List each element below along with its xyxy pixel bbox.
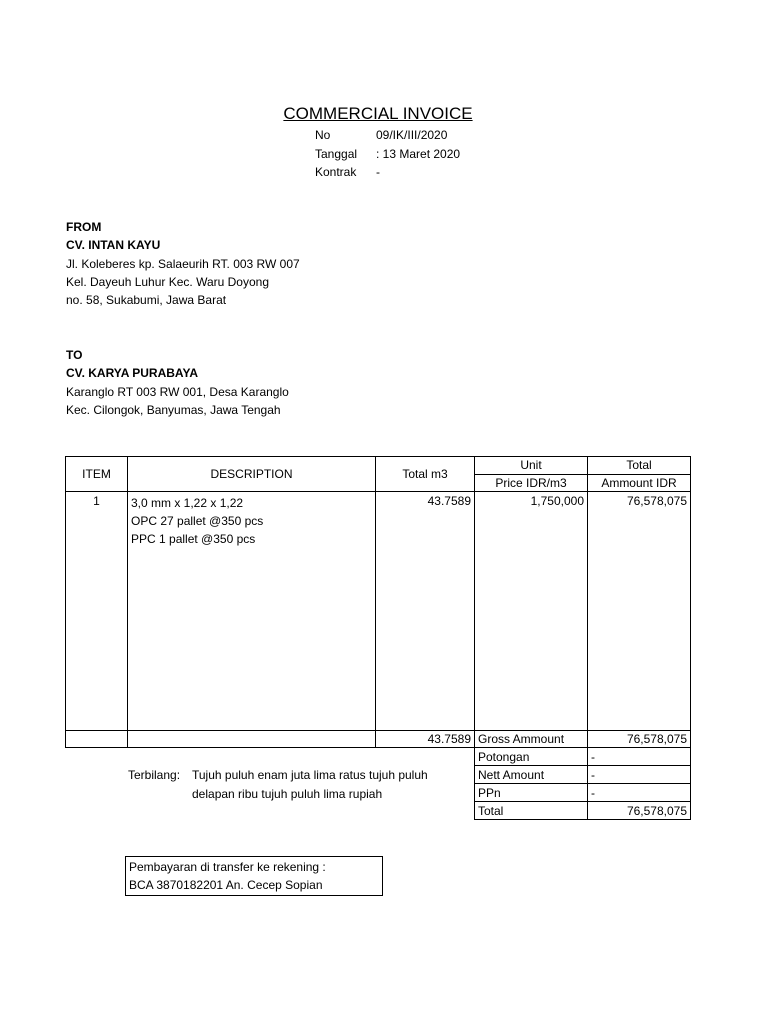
meta-date-label: Tanggal bbox=[315, 147, 358, 161]
row-unit-price: 1,750,000 bbox=[475, 492, 588, 731]
summary-table bbox=[474, 747, 691, 820]
from-company: CV. INTAN KAYU bbox=[66, 238, 161, 252]
header-unit: Unit bbox=[475, 457, 588, 475]
total-label: Total bbox=[475, 802, 588, 820]
table-row bbox=[66, 492, 691, 731]
from-address-line: no. 58, Sukabumi, Jawa Barat bbox=[66, 293, 227, 307]
meta-contract-label: Kontrak bbox=[315, 165, 357, 179]
payment-account: BCA 3870182201 An. Cecep Sopian bbox=[129, 878, 323, 892]
header-description: DESCRIPTION bbox=[128, 457, 376, 492]
footer-empty-cell bbox=[128, 731, 376, 748]
to-address-line: Kec. Cilongok, Banyumas, Jawa Tengah bbox=[66, 403, 281, 417]
footer-total-m3: 43.7589 bbox=[376, 731, 475, 748]
from-heading: FROM bbox=[66, 220, 102, 234]
row-amount: 76,578,075 bbox=[588, 492, 691, 731]
ppn-value: - bbox=[588, 784, 691, 802]
row-total-m3: 43.7589 bbox=[376, 492, 475, 731]
header-total-m3: Total m3 bbox=[376, 457, 475, 492]
header-total: Total bbox=[588, 457, 691, 475]
gross-amount-label: Gross Ammount bbox=[475, 731, 588, 748]
to-heading: TO bbox=[66, 348, 83, 362]
gross-amount-value: 76,578,075 bbox=[588, 731, 691, 748]
description-line: PPC 1 pallet @350 pcs bbox=[131, 532, 256, 546]
footer-empty-cell bbox=[66, 731, 128, 748]
to-company: CV. KARYA PURABAYA bbox=[66, 366, 199, 380]
meta-no-label: No bbox=[315, 128, 331, 142]
to-address-line: Karanglo RT 003 RW 001, Desa Karanglo bbox=[66, 385, 289, 399]
nett-amount-label: Nett Amount bbox=[475, 766, 588, 784]
terbilang-label: Terbilang: bbox=[128, 768, 181, 782]
meta-contract-value: - bbox=[376, 165, 380, 179]
payment-box bbox=[125, 856, 383, 896]
payment-instruction: Pembayaran di transfer ke rekening : bbox=[129, 860, 326, 874]
discount-label: Potongan bbox=[475, 748, 588, 766]
description-line: OPC 27 pallet @350 pcs bbox=[131, 514, 264, 528]
from-address-line: Kel. Dayeuh Luhur Kec. Waru Doyong bbox=[66, 275, 269, 289]
total-value: 76,578,075 bbox=[588, 802, 691, 820]
ppn-label: PPn bbox=[475, 784, 588, 802]
invoice-table bbox=[65, 456, 691, 748]
description-line: 3,0 mm x 1,22 x 1,22 bbox=[131, 496, 244, 510]
discount-value: - bbox=[588, 748, 691, 766]
from-address-line: Jl. Koleberes kp. Salaeurih RT. 003 RW 007 bbox=[66, 257, 300, 271]
terbilang-line: Tujuh puluh enam juta lima ratus tujuh puluh bbox=[192, 768, 428, 782]
row-description bbox=[128, 492, 376, 731]
header-amount: Ammount IDR bbox=[588, 474, 691, 492]
header-item: ITEM bbox=[66, 457, 128, 492]
nett-amount-value: - bbox=[588, 766, 691, 784]
invoice-title: COMMERCIAL INVOICE bbox=[283, 104, 473, 123]
header-unit-price: Price IDR/m3 bbox=[475, 474, 588, 492]
meta-no-value: 09/IK/III/2020 bbox=[376, 128, 448, 142]
terbilang-line: delapan ribu tujuh puluh lima rupiah bbox=[192, 787, 383, 801]
meta-date-value: : 13 Maret 2020 bbox=[376, 147, 461, 161]
row-item: 1 bbox=[66, 492, 128, 731]
